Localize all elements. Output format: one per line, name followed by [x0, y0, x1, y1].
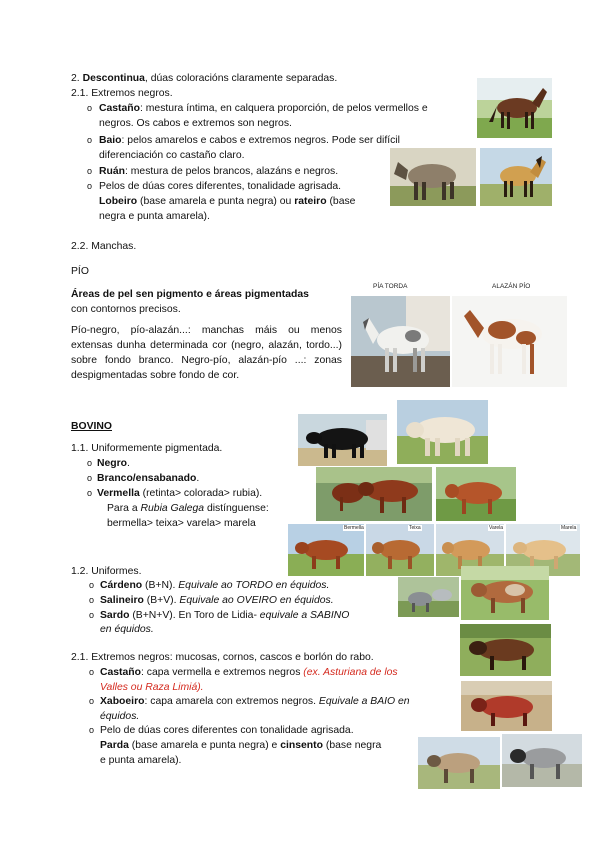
castano-line1: Castaño: mestura íntima, en calquera proporción, de pelos vermellos e: [99, 103, 428, 114]
bullet: o: [89, 595, 95, 605]
castano-horse-photo: [477, 78, 552, 138]
cardeno-line: Cárdeno (B+N). Equivale ao TORDO en équidos.: [100, 580, 330, 591]
marela-label: Marela: [561, 525, 577, 531]
pelos-line1: Pelos de dúas cores diferentes, tonalidade agrisada.: [99, 181, 342, 192]
pelo-bov-line2: Parda (base amarela e punta negra) e cinsento (base negra: [100, 740, 382, 751]
salineiro-line: Salineiro (B+V). Equivale ao OVEIRO en équidos.: [100, 595, 334, 606]
vermella-cow-2-photo: [436, 467, 516, 521]
baio-horse-photo: [480, 148, 552, 206]
pelos-line2: Lobeiro (base amarela e punta negra) ou rateiro (base: [99, 196, 356, 207]
bermella-label: Bermella: [344, 525, 364, 531]
xaboeiro-bull-photo: [461, 681, 552, 731]
pio-paragraph: Pío-negro, pío-alazán...: manchas máis ou menos extensas dunha determinada cor (negro, alazán, tordo...) sobre fondo branco. Negro-pío, alazán-pío ...: zonas despigmentadas sobre fondo de cor.: [71, 325, 342, 381]
negro-line: Negro.: [97, 458, 130, 469]
pio-line2: con contornos precisos.: [71, 304, 181, 315]
xaboeiro-line2: équidos.: [100, 711, 140, 722]
bullet: o: [87, 458, 93, 468]
pio-bold-line: Áreas de pel sen pigmento e áreas pigmentadas: [71, 289, 309, 300]
teixa-cow-photo: [366, 524, 434, 576]
branco-bull-photo: [397, 400, 488, 464]
vermella-cows-photo: [316, 467, 432, 521]
subsection-2-1: 2.1. Extremos negros.: [71, 88, 173, 99]
castano-bull-photo: [460, 624, 551, 676]
varela-label: Varela: [489, 525, 504, 531]
bullet: o: [87, 473, 93, 483]
pelos-line3: negra e punta amarela).: [99, 211, 210, 222]
baio-line2: diferenciación co castaño claro.: [99, 150, 245, 161]
pio-heading: PÍO: [71, 266, 89, 277]
baio-line1: Baio: pelos amarelos e cabos e extremos negros. Pode ser difícil: [99, 135, 400, 146]
castano-line2: negros. Os cabos e extremos son negros.: [99, 118, 292, 129]
teixa-label: Teixa: [409, 525, 421, 531]
bullet: o: [89, 580, 95, 590]
castano-bov-line2: Valles ou Raza Limiá).: [100, 682, 204, 693]
vermella-line: Vermella (retinta> colorada> rubia).: [97, 488, 263, 499]
bullet: o: [87, 181, 93, 191]
sardo-line2: en équidos.: [100, 624, 154, 635]
bovino-2-1: 2.1. Extremos negros: mucosas, cornos, cascos e borlón do rabo.: [71, 652, 374, 663]
alazan-pio-horse-photo: [452, 296, 567, 387]
ruan-line: Ruán: mestura de pelos brancos, alazáns e negros.: [99, 166, 339, 177]
rubia-galega-line: Para a Rubia Galega distínguense:: [107, 503, 269, 514]
rubia-galega-line2: bermella> teixa> varela> marela: [107, 518, 256, 529]
branco-line: Branco/ensabanado.: [97, 473, 200, 484]
pia-torda-horse-photo: [351, 296, 450, 387]
negro-bull-photo: [298, 414, 387, 466]
bullet: o: [87, 166, 93, 176]
ruan-horse-photo: [390, 148, 476, 206]
bullet: o: [89, 610, 95, 620]
bermella-cow-photo: [288, 524, 364, 576]
bullet: o: [87, 488, 93, 498]
alazan-pio-caption: ALAZÁN PÍO: [492, 283, 531, 290]
bullet: o: [89, 725, 95, 735]
xaboeiro-line1: Xaboeiro: capa amarela con extremos negros. Equivale a BAIO en: [100, 696, 410, 707]
pelo-bov-line3: e punta amarela).: [100, 755, 182, 766]
bullet: o: [89, 667, 95, 677]
bullet: o: [89, 696, 95, 706]
manchas-heading: 2.2. Manchas.: [71, 241, 137, 252]
bullet: o: [87, 135, 93, 145]
sardo-line: Sardo (B+N+V). En Toro de Lidia- equivale a SABINO: [100, 610, 350, 621]
castano-bov-line1: Castaño: capa vermella e extremos negros (ex. Asturiana de los: [100, 667, 398, 678]
bovino-1-2: 1.2. Uniformes.: [71, 566, 142, 577]
bullet: o: [87, 103, 93, 113]
pia-torda-caption: PÍA TORDA: [373, 283, 408, 290]
cinsento-cow-photo: [502, 734, 582, 787]
salineiro-bull-photo: [461, 566, 549, 620]
bovino-title: BOVINO: [71, 421, 112, 432]
section-2-heading: 2. Descontinua, dúas coloracións claramente separadas.: [71, 73, 338, 84]
cardeno-cattle-photo: [398, 577, 459, 617]
parda-cow-photo: [418, 737, 500, 789]
pelo-bov-line1: Pelo de dúas cores diferentes con tonalidade agrisada.: [100, 725, 354, 736]
bovino-1-1: 1.1. Uniformemente pigmentada.: [71, 443, 223, 454]
